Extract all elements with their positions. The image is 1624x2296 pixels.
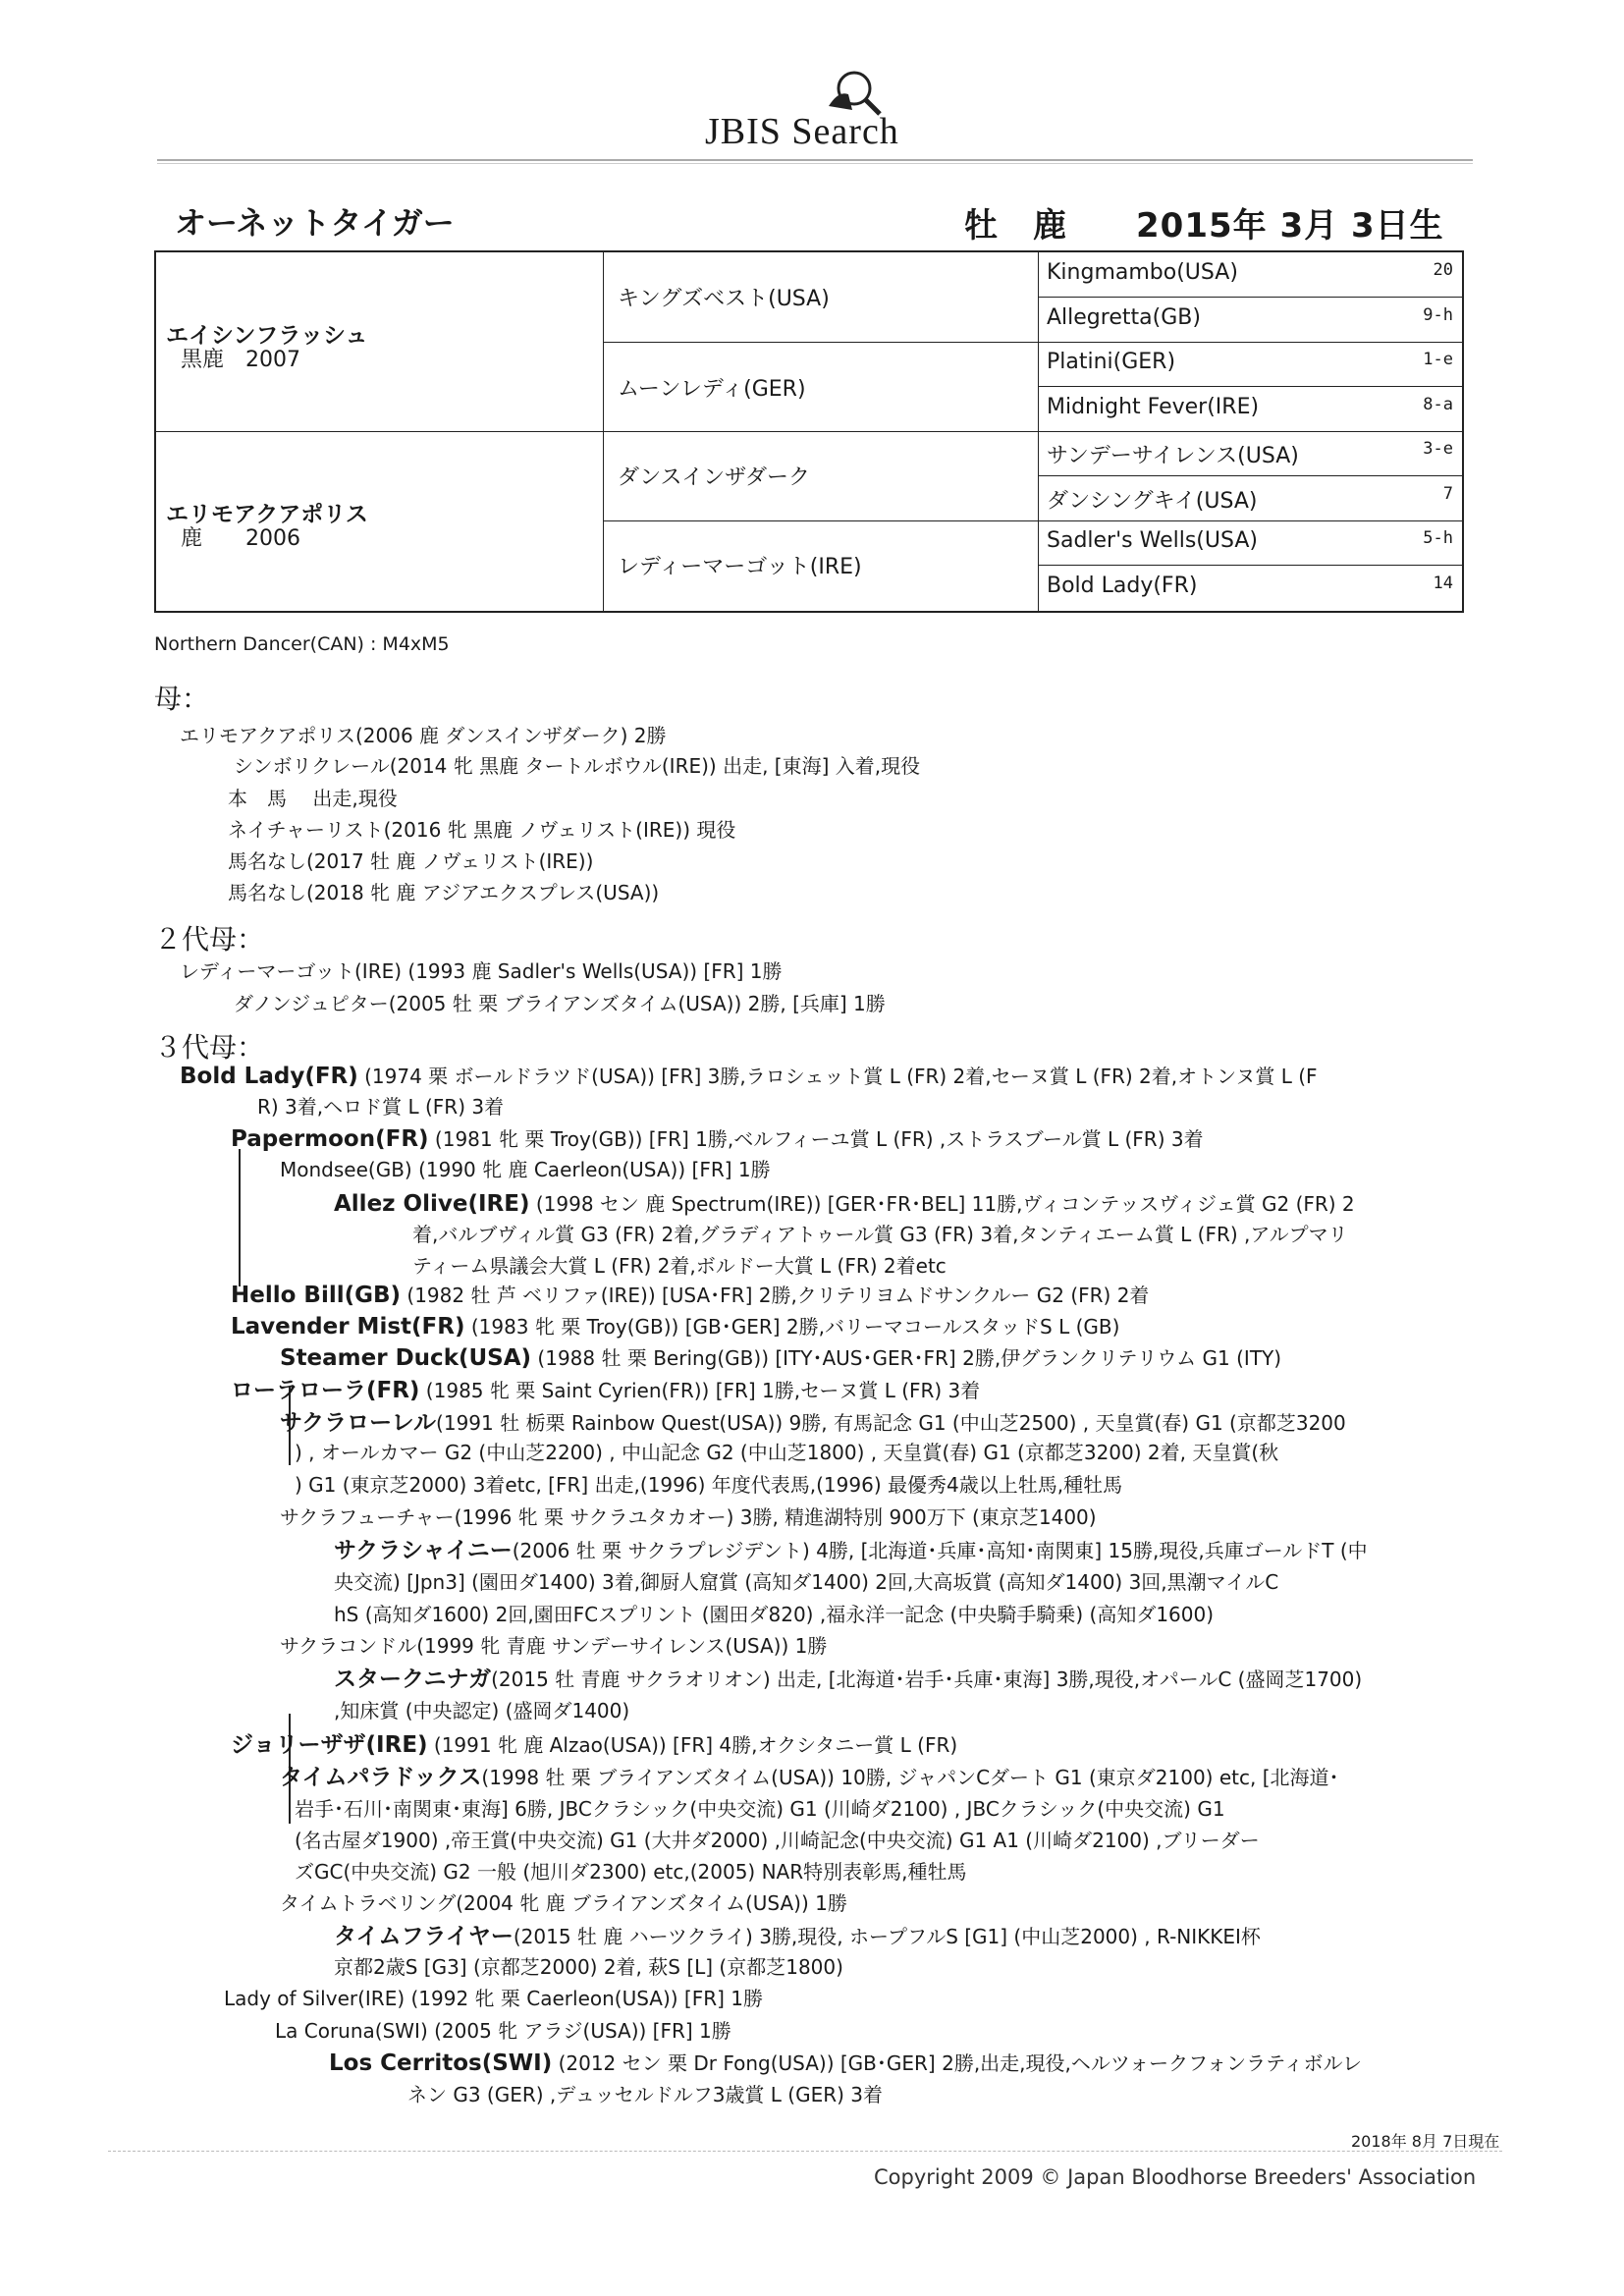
horse-name-bold: Steamer Duck(USA): [280, 1345, 532, 1371]
horse-name-bold: タイムパラドックス: [280, 1765, 482, 1790]
family-line-7: [234, 992, 886, 1015]
sire-name: エイシンフラッシュ: [166, 323, 368, 349]
gen3-3: Platini(GER) 1-e: [1047, 350, 1453, 374]
family-line-18: [231, 1378, 980, 1405]
family-line-11: [280, 1158, 771, 1181]
gen2-3: ダンスインザダーク: [618, 465, 811, 490]
section-mother: 母：: [154, 683, 210, 715]
line-text: (名古屋ダ1900) ,帝王賞(中央交流) G1 (大井ダ2000) ,川崎記念(中央交流) G1 A1 (川崎ダ2100) ,ブリーダー: [295, 1829, 1260, 1852]
line-text: (1981 牝 栗 Troy(GB)) [FR] 1勝,ベルフィーユ賞 L (FR) ,ストラスブール賞 L (FR) 3着: [428, 1127, 1204, 1151]
horse-info: 牡 鹿 2015年 3月 3日生: [964, 206, 1444, 246]
line-text: 央交流) [Jpn3] (園田ダ1400) 3着,御厨人窟賞 (高知ダ1400) 2回,大高坂賞 (高知ダ1400) 3回,黒潮マイルC: [334, 1570, 1279, 1594]
line-text: 馬名なし(2017 牡 鹿 ノヴェリスト(IRE)): [228, 849, 594, 873]
horse-name-bold: サクラシャイニー: [334, 1538, 513, 1563]
family-line-38: [275, 2019, 731, 2043]
line-text: (1991 牝 鹿 Alzao(USA)) [FR] 4勝,オクシタニー賞 L (FR): [427, 1733, 958, 1757]
line-text: サクラコンドル(1999 牝 青鹿 サンデーサイレンス(USA)) 1勝: [280, 1634, 828, 1658]
section-third-dam: ３代母：: [154, 1031, 265, 1064]
family-line-8: [180, 1064, 1318, 1091]
family-line-14: [412, 1254, 947, 1278]
line-text: (2015 牡 青鹿 サクラオリオン) 出走, [北海道･岩手･兵庫･東海] 3勝,現役,オパールC (盛岡芝1700): [491, 1667, 1363, 1691]
header-rule-thin: [157, 163, 1473, 164]
family-line-22: [280, 1505, 1097, 1529]
inbreeding-note: Northern Dancer(CAN) : M4xM5: [154, 633, 450, 655]
dam-info: 鹿 2006: [181, 526, 300, 551]
line-text: ) G1 (東京芝2000) 3着etc, [FR] 出走,(1996) 年度代表馬,(1996) 最優秀4歳以上牡馬,種牡馬: [295, 1473, 1123, 1497]
line-text: シンボリクレール(2014 牝 黒鹿 タートルボウル(IRE)) 出走, [東海] 入着,現役: [234, 754, 921, 778]
header-rule: [157, 159, 1473, 161]
gen2-4: レディーマーゴット(IRE): [618, 555, 862, 579]
footer-rule: [108, 2151, 1502, 2152]
family-line-6: [180, 959, 783, 983]
family-line-4: [228, 849, 593, 873]
family-line: [239, 1149, 241, 1286]
line-text: ズGC(中央交流) G2 一般 (旭川ダ2300) etc,(2005) NAR特別表彰馬,種牡馬: [295, 1860, 967, 1884]
gen3-7: Sadler's Wells(USA) 5-h: [1047, 528, 1453, 553]
line-text: (1998 牡 栗 ブライアンズタイム(USA)) 10勝, ジャパンCダート G1 (東京ダ2100) etc, [北海道･: [481, 1766, 1339, 1789]
line-text: 着,バルブヴィル賞 G3 (FR) 2着,グラディアトゥール賞 G3 (FR) 3着,タンティエーム賞 L (FR) ,アルプマリ: [412, 1223, 1348, 1246]
horse-name: オーネットタイガー: [175, 204, 455, 242]
horse-name-bold: ローラローラ(FR): [231, 1378, 420, 1403]
family-line-26: [280, 1634, 827, 1658]
line-text: ) , オールカマー G2 (中山芝2200) , 中山記念 G2 (中山芝1800) , 天皇賞(春) G1 (京都芝3200) 2着, 天皇賞(秋: [295, 1441, 1279, 1464]
family-line-13: [412, 1223, 1348, 1246]
family-line-33: [295, 1860, 966, 1884]
line-text: R) 3着,ヘロド賞 L (FR) 3着: [257, 1095, 505, 1119]
family-line-25: [334, 1603, 1214, 1626]
family-line-39: [329, 2050, 1362, 2078]
section-second-dam: ２代母：: [154, 923, 265, 956]
line-text: (1974 栗 ボールドラツド(USA)) [FR] 3勝,ラロシェット賞 L (FR) 2着,セーヌ賞 L (FR) 2着,オトンヌ賞 L (F: [357, 1065, 1318, 1088]
family-line-21: [295, 1473, 1122, 1497]
line-text: ネイチャーリスト(2016 牝 黒鹿 ノヴェリスト(IRE)) 現役: [228, 818, 736, 842]
line-text: La Coruna(SWI) (2005 牝 アラジ(USA)) [FR] 1勝: [275, 2019, 731, 2043]
line-text: サクラフューチャー(1996 牝 栗 サクラユタカオー) 3勝, 精進湖特別 900万下 (東京芝1400): [280, 1505, 1097, 1529]
line-text: 京都2歳S [G3] (京都芝2000) 2着, 萩S [L] (京都芝1800): [334, 1955, 843, 1979]
family-line-36: [334, 1955, 843, 1979]
gen3-5: サンデーサイレンス(USA) 3-e: [1047, 439, 1453, 468]
line-text: ダノンジュピター(2005 牡 栗 ブライアンズタイム(USA)) 2勝, [兵庫] 1勝: [234, 992, 886, 1015]
horse-name-bold: Papermoon(FR): [231, 1126, 429, 1152]
family-line-10: [231, 1126, 1204, 1154]
family-line-16: [231, 1314, 1119, 1341]
pedigree-table: [154, 250, 1464, 613]
gen3-6: ダンシングキイ(USA) 7: [1047, 484, 1453, 514]
gen3-1: Kingmambo(USA) 20: [1047, 260, 1453, 285]
family-line-5: [228, 881, 659, 904]
line-text: (1998 セン 鹿 Spectrum(IRE)) [GER･FR･BEL] 11勝,ヴィコンテッスヴィジェ賞 G2 (FR) 2: [529, 1192, 1355, 1216]
line-text: ,知床賞 (中央認定) (盛岡ダ1400): [334, 1699, 630, 1722]
line-text: ネン G3 (GER) ,デュッセルドルフ3歳賞 L (GER) 3着: [407, 2083, 883, 2106]
family-line-12: [334, 1191, 1355, 1219]
family-line-2: [228, 787, 398, 810]
jbis-logo: [687, 61, 952, 159]
horse-name-bold: スタークニナガ: [334, 1667, 492, 1692]
line-text: Lady of Silver(IRE) (1992 牝 栗 Caerleon(USA)) [FR] 1勝: [224, 1987, 764, 2010]
family-line-0: [180, 724, 667, 747]
line-text: (1988 牡 栗 Bering(GB)) [ITY･AUS･GER･FR] 2勝,伊グランクリテリウム G1 (ITY): [531, 1346, 1282, 1370]
family-line-20: [295, 1441, 1278, 1464]
horse-name-bold: タイムフライヤー: [334, 1924, 514, 1949]
family-line-19: [280, 1410, 1346, 1438]
gen2-2: ムーンレディ(GER): [618, 377, 806, 402]
family-line-31: [295, 1797, 1225, 1821]
line-text: 馬名なし(2018 牝 鹿 アジアエクスプレス(USA)): [228, 881, 660, 904]
gen3-4: Midnight Fever(IRE) 8-a: [1047, 395, 1453, 419]
family-line-40: [407, 2083, 883, 2106]
logo-text: JBIS Search: [705, 111, 899, 152]
family-line-9: [257, 1095, 504, 1119]
sire-info: 黒鹿 2007: [181, 348, 300, 372]
line-text: (1983 牝 栗 Troy(GB)) [GB･GER] 2勝,バリーマコールスタッドS L (GB): [464, 1315, 1120, 1339]
family-line-24: [334, 1570, 1278, 1594]
line-text: 本 馬 出走,現役: [228, 787, 398, 810]
as-of-date: 2018年 8月 7日現在: [1351, 2132, 1500, 2151]
line-text: タイムトラベリング(2004 牝 鹿 ブライアンズタイム(USA)) 1勝: [280, 1891, 847, 1915]
family-line-35: [334, 1924, 1261, 1951]
line-text: (1982 牡 芦 ベリファ(IRE)) [USA･FR] 2勝,クリテリヨムドサンクルー G2 (FR) 2着: [401, 1284, 1150, 1307]
horse-name-bold: Allez Olive(IRE): [334, 1191, 530, 1217]
dam-name: エリモアクアポリス: [166, 502, 368, 527]
gen3-2: Allegretta(GB) 9-h: [1047, 305, 1453, 330]
family-line-29: [231, 1732, 957, 1760]
family-line-34: [280, 1891, 847, 1915]
horse-name-bold: サクラローレル: [280, 1410, 437, 1436]
family-line-15: [231, 1283, 1149, 1310]
line-text: ティーム県議会大賞 L (FR) 2着,ボルドー大賞 L (FR) 2着etc: [412, 1254, 947, 1278]
gen2-1: キングズベスト(USA): [618, 287, 830, 311]
line-text: Mondsee(GB) (1990 牝 鹿 Caerleon(USA)) [FR] 1勝: [280, 1158, 771, 1181]
family-line-1: [234, 754, 920, 778]
family-line-27: [334, 1667, 1362, 1694]
horse-name-bold: Bold Lady(FR): [180, 1064, 358, 1089]
family-line-23: [334, 1538, 1368, 1565]
gen3-8: Bold Lady(FR) 14: [1047, 574, 1453, 598]
family-line-30: [280, 1765, 1339, 1792]
family-line-37: [224, 1987, 763, 2010]
line-text: 岩手･石川･南関東･東海] 6勝, JBCクラシック(中央交流) G1 (川崎ダ2100) , JBCクラシック(中央交流) G1: [295, 1797, 1225, 1821]
horse-name-bold: Los Cerritos(SWI): [329, 2050, 553, 2076]
horse-name-bold: Hello Bill(GB): [231, 1283, 402, 1308]
line-text: (1991 牡 栃栗 Rainbow Quest(USA)) 9勝, 有馬記念 G1 (中山芝2500) , 天皇賞(春) G1 (京都芝3200: [436, 1411, 1346, 1435]
copyright: Copyright 2009 © Japan Bloodhorse Breeders' Association: [874, 2165, 1477, 2189]
family-line-32: [295, 1829, 1260, 1852]
line-text: (2006 牡 栗 サクラプレジデント) 4勝, [北海道･兵庫･高知･南関東] 15勝,現役,兵庫ゴールドT (中: [512, 1539, 1368, 1562]
family-line-17: [280, 1345, 1281, 1373]
line-text: (1985 牝 栗 Saint Cyrien(FR)) [FR] 1勝,セーヌ賞 L (FR) 3着: [419, 1379, 981, 1402]
line-text: (2012 セン 栗 Dr Fong(USA)) [GB･GER] 2勝,出走,現役,ヘルツォークフォンラティボルレ: [552, 2051, 1362, 2075]
line-text: エリモアクアポリス(2006 鹿 ダンスインザダーク) 2勝: [180, 724, 667, 747]
line-text: レディーマーゴット(IRE) (1993 鹿 Sadler's Wells(USA)) [FR] 1勝: [180, 959, 783, 983]
family-line-28: [334, 1699, 629, 1722]
line-text: hS (高知ダ1600) 2回,園田FCスプリント (園田ダ820) ,福永洋一記念 (中央騎手騎乗) (高知ダ1600): [334, 1603, 1215, 1626]
horse-name-bold: ジョリーザザ(IRE): [231, 1732, 428, 1758]
horse-name-bold: Lavender Mist(FR): [231, 1314, 465, 1339]
line-text: (2015 牡 鹿 ハーツクライ) 3勝,現役, ホープフルS [G1] (中山芝2000) , R-NIKKEI杯: [513, 1925, 1261, 1948]
family-line-3: [228, 818, 735, 842]
